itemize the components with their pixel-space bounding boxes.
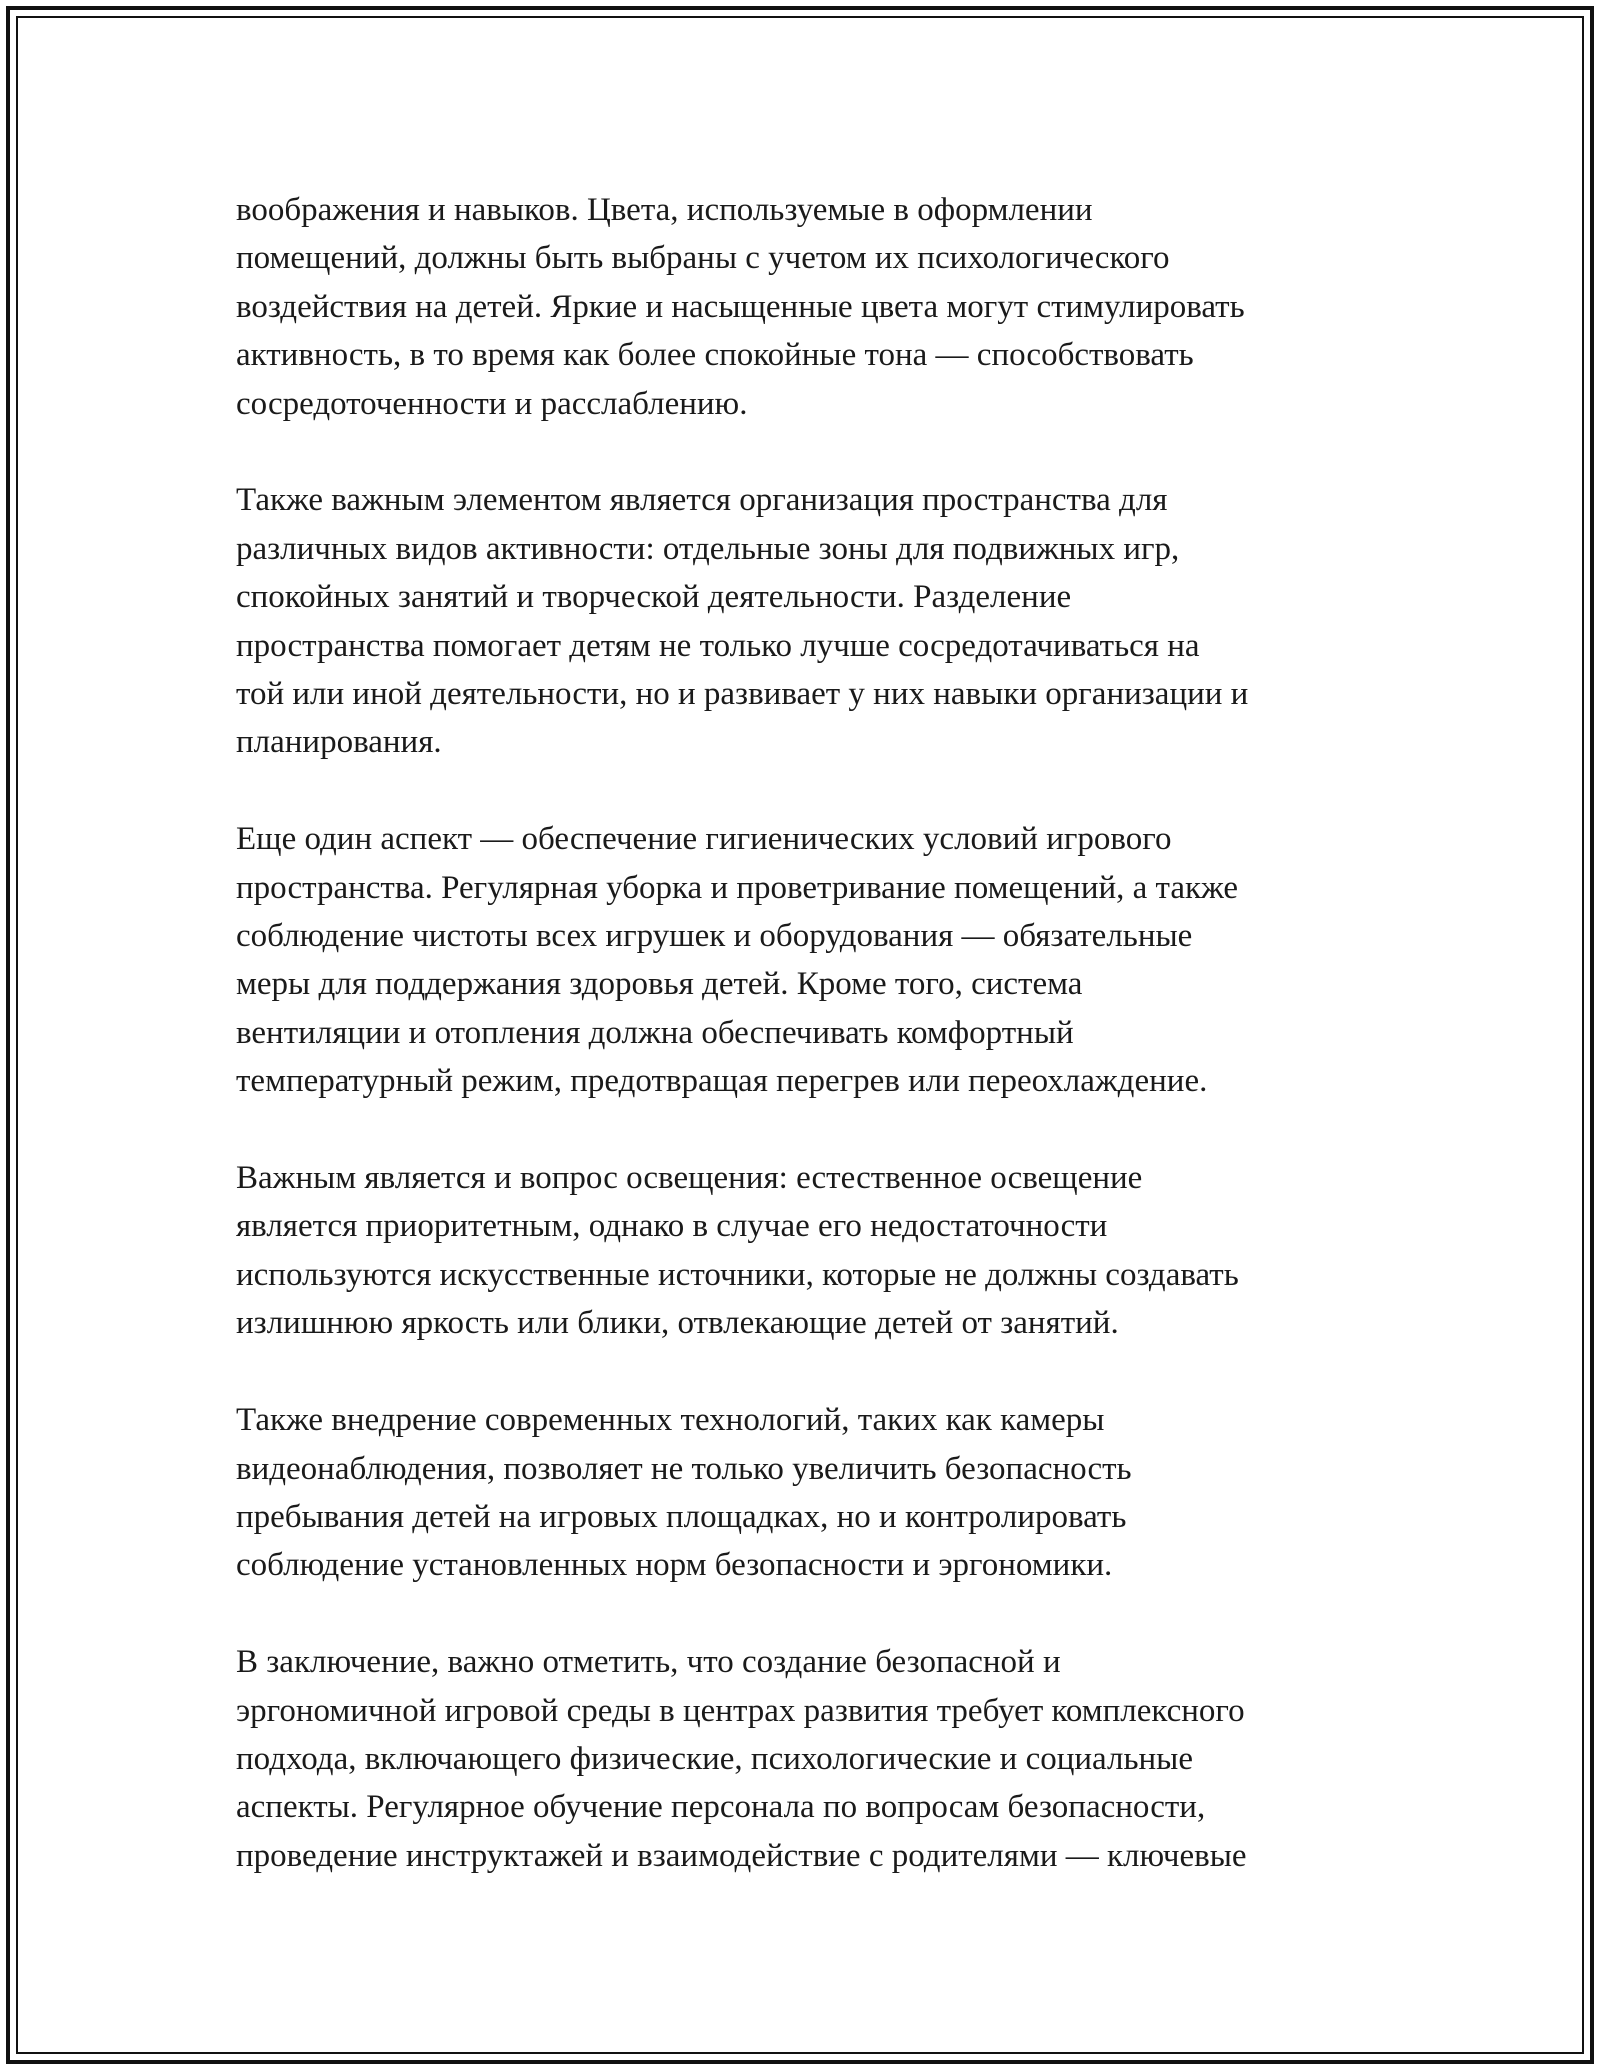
text-line: активность, в то время как более спокойные тона — способствовать	[236, 337, 1194, 374]
text-line: эргономичной игровой среды в центрах развития требует комплексного	[236, 1692, 1245, 1729]
text-line: Важным является и вопрос освещения: естественное освещение	[236, 1160, 1143, 1197]
paragraph-5	[236, 1396, 1376, 1590]
text-line: подхода, включающего физические, психологические и социальные	[236, 1740, 1193, 1777]
text-line: помещений, должны быть выбраны с учетом их психологического	[236, 240, 1170, 277]
text-line: аспекты. Регулярное обучение персонала по вопросам безопасности,	[236, 1789, 1206, 1826]
paragraph-3	[236, 815, 1376, 1105]
paragraph-1	[236, 186, 1376, 428]
text-line: вентиляции и отопления должна обеспечивать комфортный	[236, 1014, 1074, 1051]
text-line: Также важным элементом является организация пространства для	[236, 482, 1168, 519]
text-line: используются искусственные источники, которые не должны создавать	[236, 1256, 1239, 1293]
text-line: различных видов активности: отдельные зоны для подвижных игр,	[236, 530, 1180, 567]
text-line: излишнюю яркость или блики, отвлекающие детей от занятий.	[236, 1305, 1119, 1342]
text-line: пространства помогает детям не только лучше сосредотачиваться на	[236, 627, 1200, 664]
text-line: Также внедрение современных технологий, таких как камеры	[236, 1402, 1105, 1439]
text-line: пребывания детей на игровых площадках, но и контролировать	[236, 1498, 1127, 1535]
text-line: является приоритетным, однако в случае его недостаточности	[236, 1208, 1108, 1245]
text-line: воображения и навыков. Цвета, используемые в оформлении	[236, 192, 1093, 228]
paragraph-4	[236, 1154, 1376, 1348]
text-line: видеонаблюдения, позволяет не только увеличить безопасность	[236, 1450, 1132, 1487]
text-line: меры для поддержания здоровья детей. Кроме того, система	[236, 966, 1083, 1003]
text-line: пространства. Регулярная уборка и проветривание помещений, а также	[236, 869, 1239, 906]
text-line: спокойных занятий и творческой деятельности. Разделение	[236, 579, 1072, 616]
text-line: планирования.	[236, 724, 442, 761]
document-body	[236, 186, 1376, 1929]
text-line: Еще один аспект — обеспечение гигиенических условий игрового	[236, 821, 1172, 858]
text-line: той или иной деятельности, но и развивает у них навыки организации и	[236, 676, 1249, 713]
text-line: воздействия на детей. Яркие и насыщенные цвета могут стимулировать	[236, 288, 1245, 325]
text-line: соблюдение чистоты всех игрушек и оборудования — обязательные	[236, 918, 1193, 955]
text-line: сосредоточенности и расслаблению.	[236, 385, 748, 422]
text-line: соблюдение установленных норм безопасности и эргономики.	[236, 1547, 1113, 1584]
text-line: В заключение, важно отметить, что создание безопасной и	[236, 1644, 1061, 1681]
paragraph-2	[236, 476, 1376, 766]
text-line: проведение инструктажей и взаимодействие с родителями — ключевые	[236, 1837, 1247, 1874]
paragraph-6	[236, 1638, 1376, 1880]
text-line: температурный режим, предотвращая перегрев или переохлаждение.	[236, 1063, 1208, 1100]
